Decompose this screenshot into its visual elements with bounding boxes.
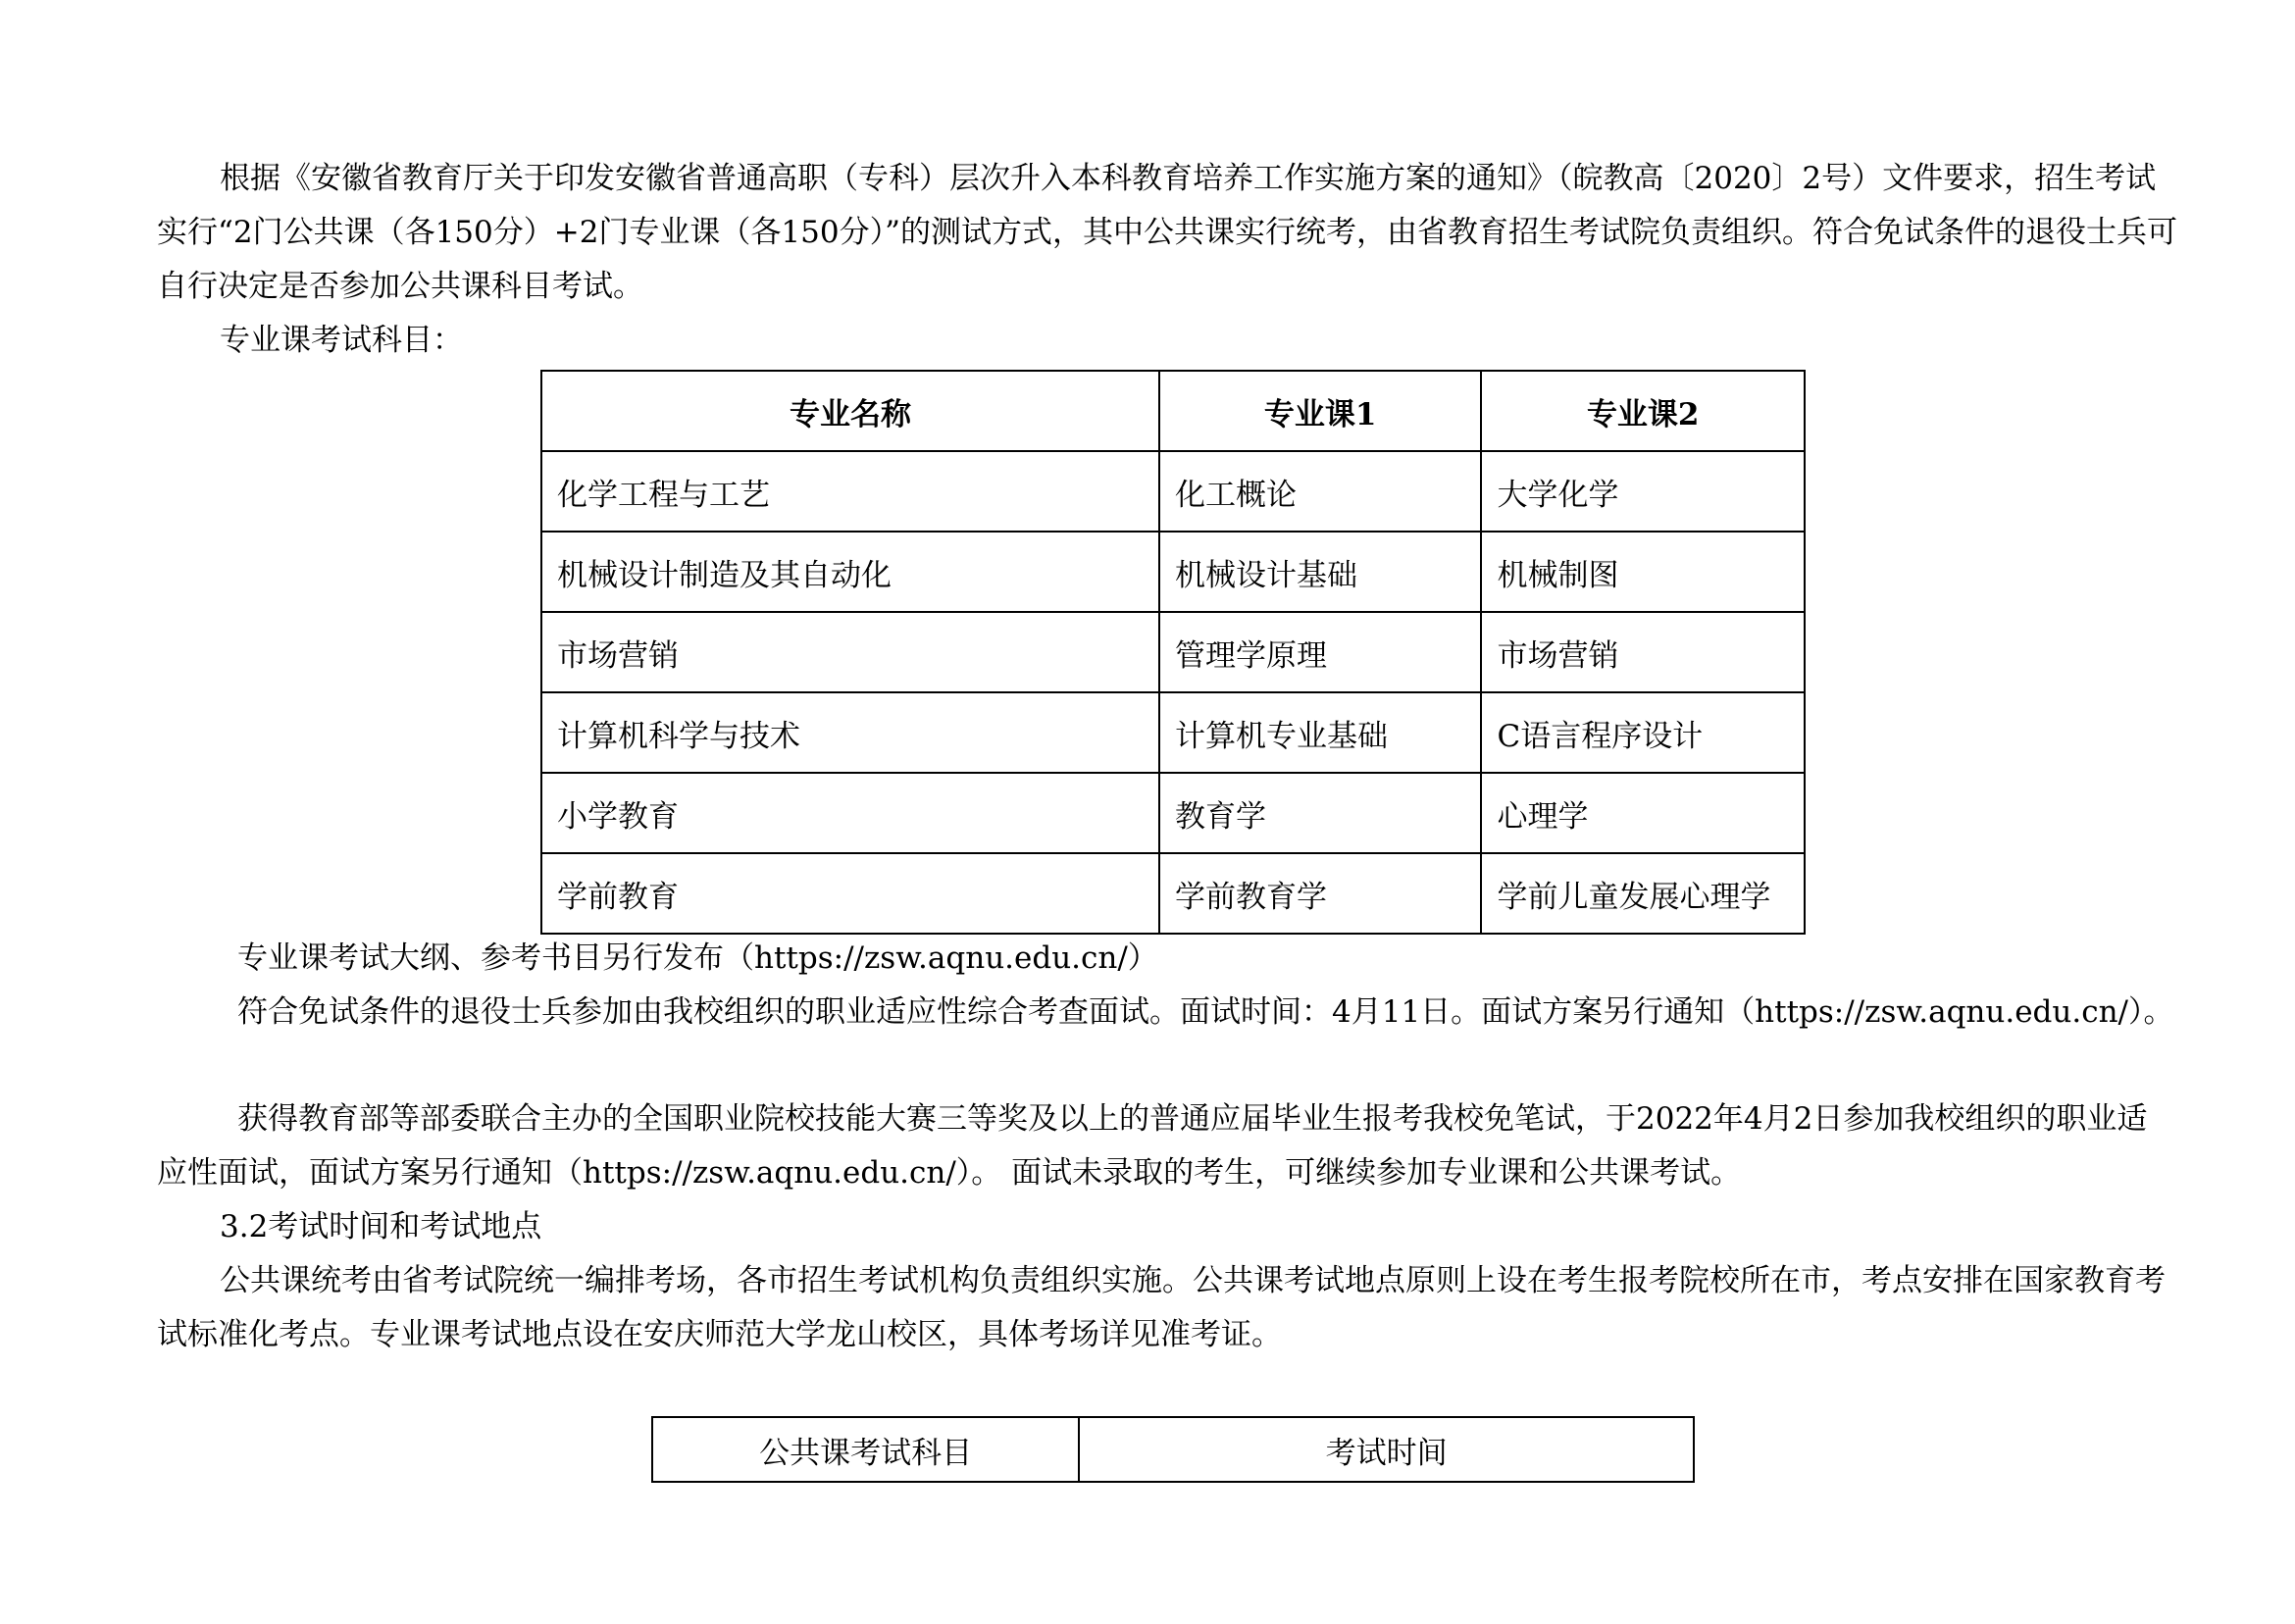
header-course-1: 专业课1 bbox=[1159, 371, 1482, 451]
cell-major: 计算机科学与技术 bbox=[541, 692, 1159, 773]
cell-course-1: 学前教育学 bbox=[1159, 853, 1482, 934]
cell-course-1: 管理学原理 bbox=[1159, 612, 1482, 692]
cell-major: 小学教育 bbox=[541, 773, 1159, 853]
cell-course-1: 机械设计基础 bbox=[1159, 532, 1482, 612]
paragraph-policy: 根据《安徽省教育厅关于印发安徽省普通高职（专科）层次升入本科教育培养工作实施方案的通知》（皖教高〔2020〕2号）文件要求，招生考试实行“2门公共课（各150分）+2门专业课（各150分）”的测试方式，其中公共课实行统考，由省教育招生考试院负责组织。符合免试条件的退役士兵可自行决定是否参加公共课科目考试。 bbox=[157, 161, 2177, 304]
cell-course-2: 学前儿童发展心理学 bbox=[1481, 853, 1805, 934]
table-row bbox=[541, 692, 1805, 773]
table-header-row bbox=[541, 371, 1805, 451]
header-exam-time: 考试时间 bbox=[1079, 1417, 1694, 1482]
paragraph-subjects-heading: 专业课考试科目： bbox=[220, 323, 463, 358]
cell-course-2: 心理学 bbox=[1481, 773, 1805, 853]
professional-subjects-table bbox=[540, 370, 1806, 935]
cell-course-2: 大学化学 bbox=[1481, 451, 1805, 532]
public-courses-table bbox=[651, 1416, 1695, 1483]
cell-major: 学前教育 bbox=[541, 853, 1159, 934]
cell-major: 化学工程与工艺 bbox=[541, 451, 1159, 532]
cell-major: 市场营销 bbox=[541, 612, 1159, 692]
cell-course-1: 计算机专业基础 bbox=[1159, 692, 1482, 773]
table-row bbox=[541, 853, 1805, 934]
table-header-row bbox=[652, 1417, 1694, 1482]
header-public-course: 公共课考试科目 bbox=[652, 1417, 1079, 1482]
table-row bbox=[541, 773, 1805, 853]
cell-major: 机械设计制造及其自动化 bbox=[541, 532, 1159, 612]
cell-course-1: 化工概论 bbox=[1159, 451, 1482, 532]
paragraph-competition-exemption: 获得教育部等部委联合主办的全国职业院校技能大赛三等奖及以上的普通应届毕业生报考我校免笔试，于2022年4月2日参加我校组织的职业适应性面试，面试方案另行通知（https://zsw.aqnu.edu.cn/）。 面试未录取的考生，可继续参加专业课和公共课考试。 bbox=[157, 1101, 2148, 1191]
paragraph-exam-location: 公共课统考由省考试院统一编排考场，各市招生考试机构负责组织实施。公共课考试地点原则上设在考生报考院校所在市，考点安排在国家教育考试标准化考点。专业课考试地点设在安庆师范大学龙山校区，具体考场详见准考证。 bbox=[157, 1263, 2166, 1352]
table-row bbox=[541, 532, 1805, 612]
table-row bbox=[541, 451, 1805, 532]
cell-course-1: 教育学 bbox=[1159, 773, 1482, 853]
header-course-2: 专业课2 bbox=[1481, 371, 1805, 451]
section-heading-exam-time-place: 3.2考试时间和考试地点 bbox=[220, 1209, 542, 1244]
header-major-name: 专业名称 bbox=[541, 371, 1159, 451]
table-row bbox=[541, 612, 1805, 692]
cell-course-2: C语言程序设计 bbox=[1481, 692, 1805, 773]
cell-course-2: 机械制图 bbox=[1481, 532, 1805, 612]
cell-course-2: 市场营销 bbox=[1481, 612, 1805, 692]
paragraph-syllabus-notice: 专业课考试大纲、参考书目另行发布（https://zsw.aqnu.edu.cn/） bbox=[237, 940, 1158, 976]
paragraph-veteran-interview: 符合免试条件的退役士兵参加由我校组织的职业适应性综合考查面试。面试时间：4月11日。面试方案另行通知（https://zsw.aqnu.edu.cn/）。 bbox=[237, 994, 2174, 1030]
